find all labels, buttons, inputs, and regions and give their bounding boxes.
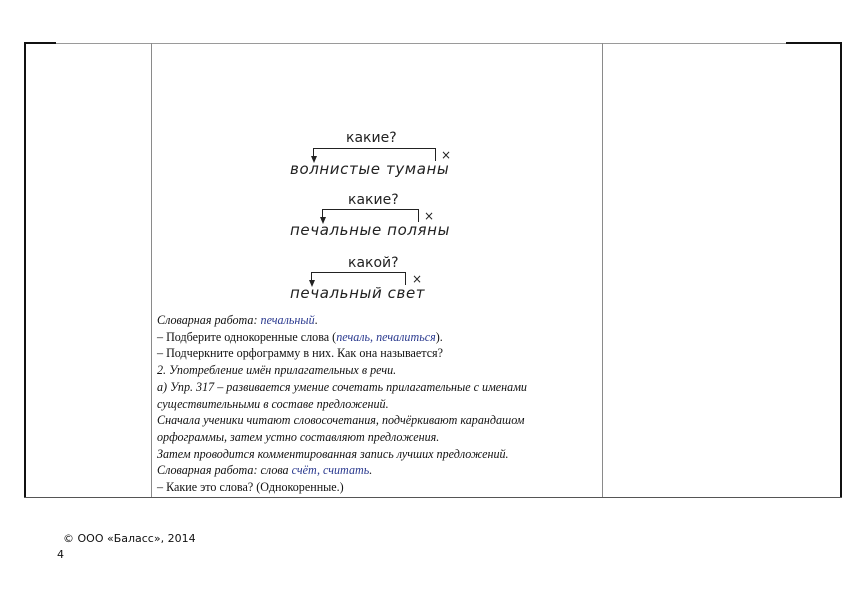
exercise-line: орфограммы, затем устно составляют предложения. — [157, 429, 440, 444]
diagram-phrase: волнистые туманы — [290, 160, 450, 178]
exercise-line: существительными в составе предложений. — [157, 396, 389, 411]
section-heading: 2. Употребление имён прилагательных в речи. — [157, 363, 397, 378]
exercise-line: Затем проводится комментированная запись лучших предложений. — [157, 446, 509, 461]
diagram-question: какие? — [348, 192, 399, 208]
vocabulary-work-line — [157, 312, 602, 329]
task-line: – Подчеркните орфограмму в них. Как она называется? — [157, 346, 443, 361]
diagram-cross: × — [412, 272, 423, 286]
vocabulary-word: печальный — [260, 313, 315, 327]
punctuation: ). — [435, 329, 443, 344]
task-text: – Подберите однокоренные слова ( — [157, 329, 337, 344]
punctuation: . — [369, 463, 373, 478]
vocabulary-label: Словарная работа: — [157, 313, 261, 327]
diagram-cross: × — [424, 209, 435, 223]
table-column-divider-2 — [602, 43, 603, 498]
vocabulary-work-line — [157, 462, 602, 479]
diagram-question: какие? — [346, 130, 397, 146]
lesson-text — [157, 312, 602, 496]
exercise-line: а) Упр. 317 – развивается умение сочетать прилагательные с именами — [157, 379, 527, 394]
table-top-border — [56, 43, 786, 44]
table-column-divider-1 — [151, 43, 152, 498]
grammar-diagram-3 — [286, 255, 486, 309]
diagram-cross: × — [441, 148, 452, 162]
punctuation: . — [314, 313, 318, 327]
task-line: – Какие это слова? (Однокоренные.) — [157, 480, 344, 495]
table-left-border — [24, 42, 26, 498]
cognate-words: печаль, печалиться — [336, 329, 436, 344]
table-bottom-border — [24, 497, 842, 498]
diagram-question: какой? — [348, 255, 399, 271]
vocabulary-label: Словарная работа: слова — [157, 463, 292, 478]
exercise-line: Сначала ученики читают словосочетания, подчёркивают карандашом — [157, 413, 525, 428]
table-top-border-left — [24, 42, 56, 44]
diagram-phrase: печальный свет — [290, 284, 426, 302]
grammar-diagram-2 — [286, 192, 486, 246]
diagram-phrase: печальные поляны — [290, 221, 451, 239]
page-number: 4 — [57, 548, 64, 561]
vocabulary-words: счёт, считать — [291, 463, 370, 478]
grammar-diagram-1 — [286, 130, 486, 184]
task-line — [157, 329, 602, 346]
copyright: © ООО «Баласс», 2014 — [63, 532, 196, 545]
table-top-border-right — [786, 42, 842, 44]
